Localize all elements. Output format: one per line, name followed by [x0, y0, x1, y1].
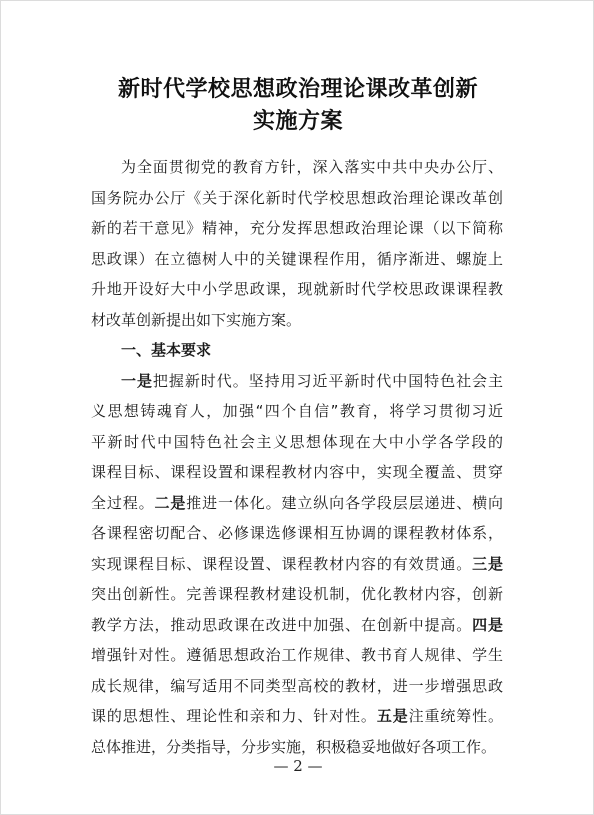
paragraph-line: 各课程密切配合、必修课选修课相互协调的课程教材体系，	[91, 524, 503, 542]
section-heading: 一、基本要求	[121, 341, 212, 359]
paragraph-line	[91, 549, 503, 580]
point-marker: 一是	[121, 371, 153, 390]
paragraph-line	[91, 488, 503, 519]
paragraph-text: 推进一体化。建立纵向各学段层层递进、横向	[186, 493, 503, 512]
intro-line: 材改革创新提出如下实施方案。	[91, 310, 302, 329]
intro-line: 新的若干意见》精神，充分发挥思想政治理论课（以下简称	[91, 219, 503, 237]
paragraph-line	[91, 610, 503, 641]
document-title-line-2: 实施方案	[252, 108, 343, 134]
paragraph-line	[91, 701, 503, 732]
paragraph-text: 课的思想性、理论性和亲和力、针对性。	[91, 707, 377, 725]
paragraph-line: 平新时代中国特色社会主义思想体现在大中小学各学段的	[91, 432, 503, 451]
intro-line: 升地开设好大中小学思政课，现就新时代学校思政课课程教	[91, 280, 503, 298]
paragraph-line: 义思想铸魂育人，加强“四个自信”教育，将学习贯彻习近	[91, 402, 503, 420]
page-number: — 2 —	[273, 757, 323, 775]
paragraph-text: 实现课程目标、课程设置、课程教材内容的有效贯通。	[91, 554, 473, 573]
point-marker: 三是	[472, 554, 503, 573]
document-title-line-1: 新时代学校思想政治理论课改革创新	[117, 76, 478, 102]
point-marker: 五是	[376, 707, 409, 725]
intro-line: 国务院办公厅《关于深化新时代学校思想政治理论课改革创	[91, 188, 503, 207]
paragraph-text: 教学方法，推动思政课在改进中加强、在创新中提高。	[91, 615, 473, 634]
document-body	[91, 152, 503, 762]
intro-line: 为全面贯彻党的教育方针，深入落实中共中央办公厅、	[121, 158, 503, 176]
paragraph-line: 增强针对性。遵循思想政治工作规律、教书育人规律、学生	[91, 646, 503, 664]
paragraph-text: 注重统筹性。	[408, 707, 503, 725]
paragraph-text: 把握新时代。坚持用习近平新时代中国特色社会主	[152, 371, 503, 390]
point-marker: 二是	[154, 493, 187, 512]
paragraph-line: 总体推进，分类指导，分步实施，积极稳妥地做好各项工作。	[91, 737, 497, 756]
paragraph-line: 课程目标、课程设置和课程教材内容中，实现全覆盖、贯穿	[91, 463, 503, 481]
paragraph-line	[91, 366, 503, 397]
paragraph-line: 突出创新性。完善课程教材建设机制，优化教材内容，创新	[91, 585, 503, 603]
paragraph-line: 成长规律，编写适用不同类型高校的教材，进一步增强思政	[91, 676, 503, 695]
paragraph-text: 全过程。	[91, 493, 155, 512]
point-marker: 四是	[472, 615, 503, 634]
intro-line: 思政课）在立德树人中的关键课程作用，循序渐进、螺旋上	[91, 249, 503, 268]
